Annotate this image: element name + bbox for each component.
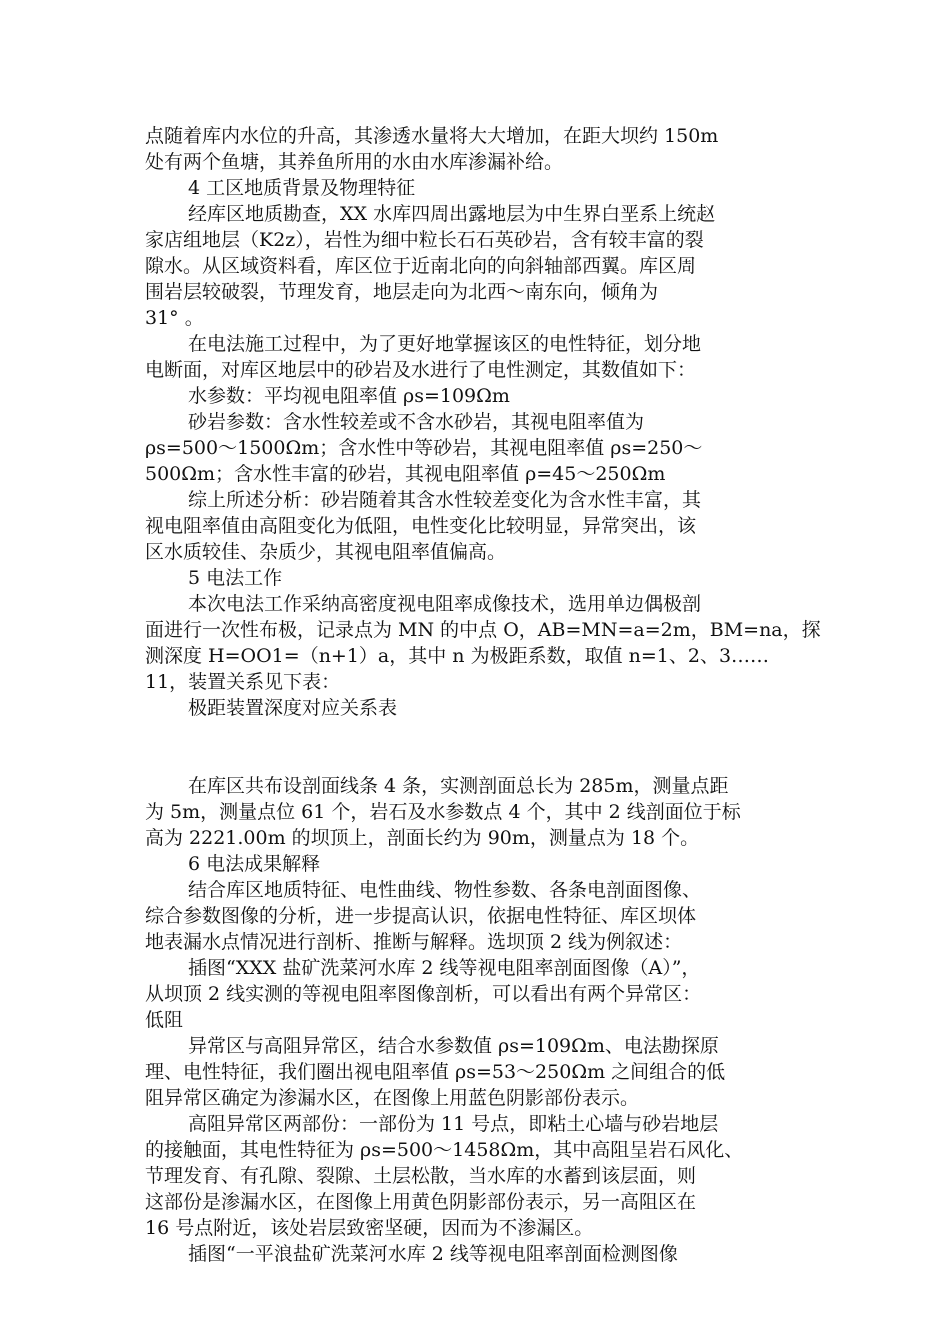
text-line: 从坝顶 2 线实测的等视电阻率图像剖析，可以看出有两个异常区： (145, 983, 702, 1005)
paragraph-start: 本次电法工作采纳高密度视电阻率成像技术，选用单边偶极剖 (188, 593, 702, 615)
paragraph-start: 砂岩参数：含水性较差或不含水砂岩，其视电阻率值为 (188, 411, 645, 433)
section-heading: 6 电法成果解释 (188, 853, 321, 875)
paragraph-start: 结合库区地质特征、电性曲线、物性参数、各条电剖面图像、 (188, 879, 702, 901)
text-line: 低阻 (145, 1009, 184, 1031)
text-line: 电断面，对库区地层中的砂岩及水进行了电性测定，其数值如下： (145, 359, 697, 381)
section-heading: 4 工区地质背景及物理特征 (188, 177, 416, 199)
text-line: 为 5m，测量点位 61 个，岩石及水参数点 4 个，其中 2 线剖面位于标 (145, 801, 741, 823)
text-line: 的接触面，其电性特征为 ρs=500～1458Ωm，其中高阻呈岩石风化、 (145, 1139, 744, 1161)
text-line: 理、电性特征，我们圈出视电阻率值 ρs=53～250Ωm 之间组合的低 (145, 1061, 726, 1083)
text-line: 围岩层较破裂，节理发育，地层走向为北西～南东向，倾角为 (145, 281, 659, 303)
text-line: 测深度 H=OO1=（n+1）a，其中 n 为极距系数，取值 n=1、2、3…… (145, 645, 770, 667)
section-heading: 5 电法工作 (188, 567, 283, 589)
paragraph-start: 异常区与高阻异常区，结合水参数值 ρs=109Ωm、电法勘探原 (188, 1035, 719, 1057)
text-line: 地表漏水点情况进行剖析、推断与解释。选坝顶 2 线为例叙述： (145, 931, 683, 953)
document-page (145, 123, 821, 1267)
paragraph-start: 在电法施工过程中，为了更好地掌握该区的电性特征，划分地 (188, 333, 702, 355)
paragraph-start: 高阻异常区两部份：一部份为 11 号点，即粘土心墙与砂岩地层 (188, 1113, 719, 1135)
text-line: 500Ωm；含水性丰富的砂岩，其视电阻率值 ρ=45～250Ωm (145, 463, 666, 485)
text-line: 11，装置关系见下表： (145, 671, 341, 693)
blank-line (145, 747, 815, 773)
text-line: 视电阻率值由高阻变化为低阻，电性变化比较明显，异常突出，该 (145, 515, 697, 537)
paragraph-start: 经库区地质勘查，XX 水库四周出露地层为中生界白垩系上统赵 (188, 203, 716, 225)
text-line: 区水质较佳、杂质少，其视电阻率值偏高。 (145, 541, 507, 563)
text-line: 31° 。 (145, 307, 204, 329)
paragraph-start: 插图“一平浪盐矿洗菜河水库 2 线等视电阻率剖面检测图像 (188, 1243, 678, 1265)
table-caption: 极距装置深度对应关系表 (188, 697, 398, 719)
blank-line (145, 721, 815, 747)
text-line: 处有两个鱼塘，其养鱼所用的水由水库渗漏补给。 (145, 151, 564, 173)
text-line: 阻异常区确定为渗漏水区，在图像上用蓝色阴影部份表示。 (145, 1087, 640, 1109)
text-line: ρs=500～1500Ωm；含水性中等砂岩，其视电阻率值 ρs=250～ (145, 437, 703, 459)
text-line: 综合参数图像的分析，进一步提高认识，依据电性特征、库区坝体 (145, 905, 697, 927)
text-line: 节理发育、有孔隙、裂隙、土层松散，当水库的水蓄到该层面，则 (145, 1165, 697, 1187)
text-line: 面进行一次性布极，记录点为 MN 的中点 O，AB=MN=a=2m，BM=na，探 (145, 619, 821, 641)
text-line: 高为 2221.00m 的坝顶上，剖面长约为 90m，测量点为 18 个。 (145, 827, 700, 849)
text-line: 这部份是渗漏水区，在图像上用黄色阴影部份表示，另一高阻区在 (145, 1191, 697, 1213)
paragraph-start: 插图“XXX 盐矿洗菜河水库 2 线等视电阻率剖面图像（A）”， (188, 957, 701, 979)
text-line: 16 号点附近，该处岩层致密坚硬，因而为不渗漏区。 (145, 1217, 594, 1239)
text-line: 家店组地层（K2z），岩性为细中粒长石石英砂岩，含有较丰富的裂 (145, 229, 704, 251)
paragraph-start: 在库区共布设剖面线条 4 条，实测剖面总长为 285m，测量点距 (188, 775, 729, 797)
paragraph-start: 综上所述分析：砂岩随着其含水性较差变化为含水性丰富，其 (188, 489, 702, 511)
text-line: 隙水。从区域资料看，库区位于近南北向的向斜轴部西翼。库区周 (145, 255, 697, 277)
text-line: 点随着库内水位的升高，其渗透水量将大大增加，在距大坝约 150m (145, 125, 719, 147)
paragraph-start: 水参数：平均视电阻率值 ρs=109Ωm (188, 385, 510, 407)
